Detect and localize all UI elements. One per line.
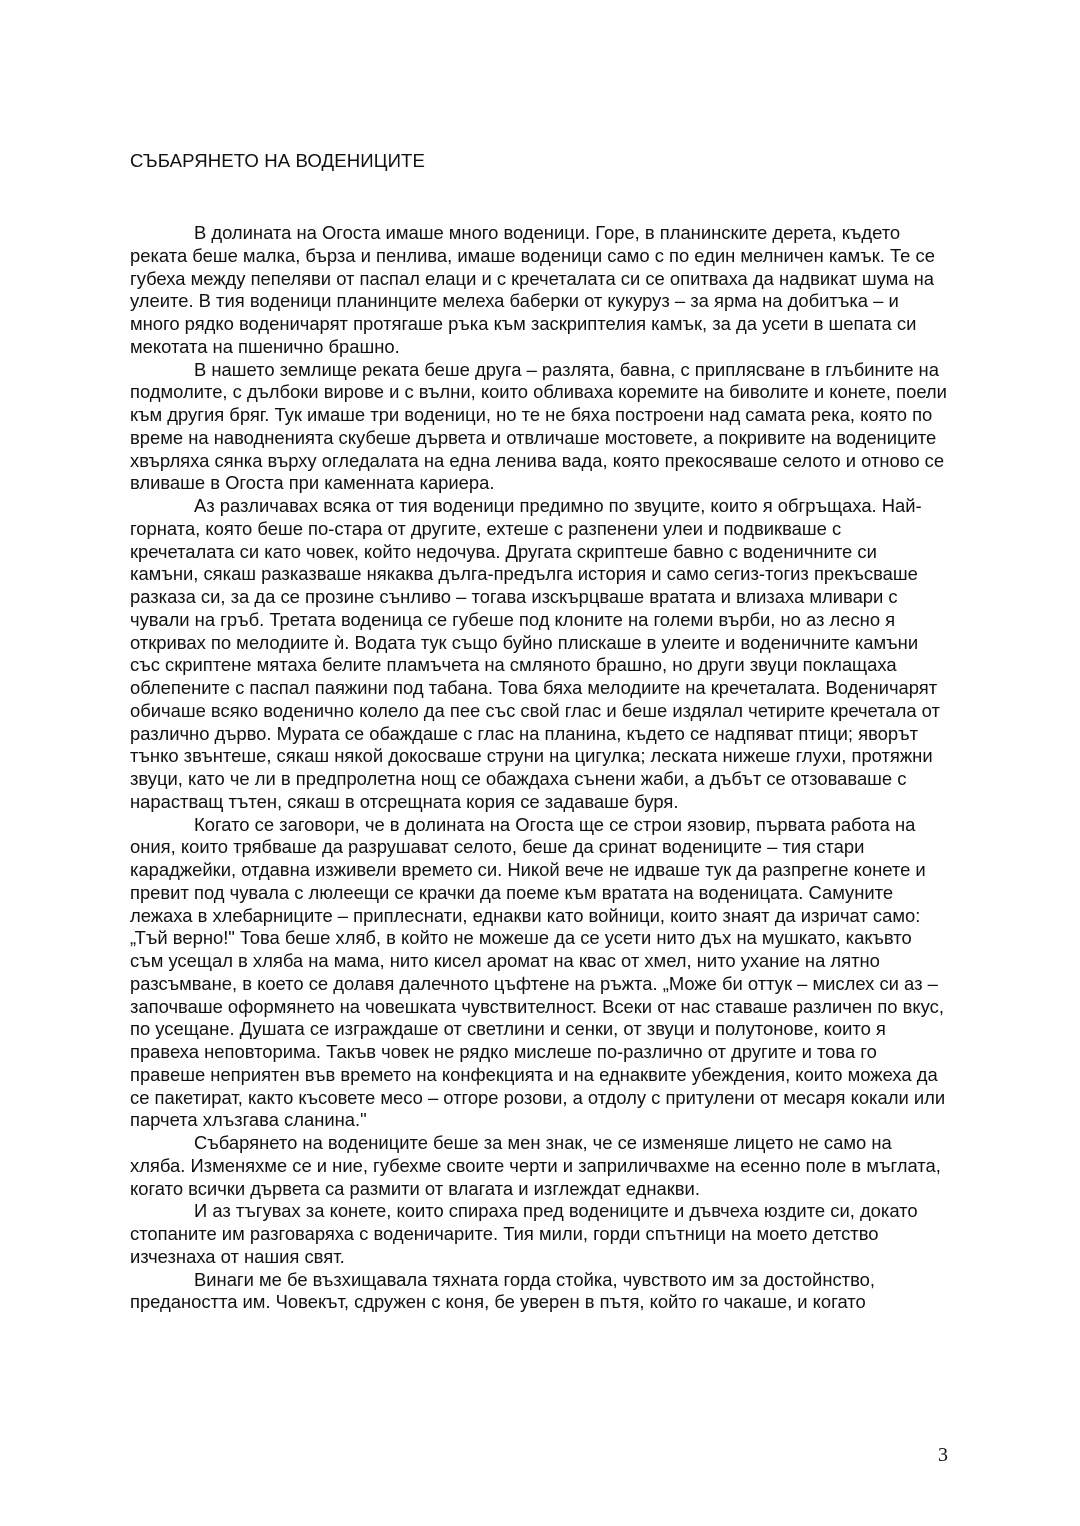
paragraph: И аз тъгувах за конете, които спираха пред водениците и дъвчеха юздите си, докато стопаните им разговаряха с воденичарите. Тия мили, горди спътници на моето детство изчезнаха от нашия свят.: [130, 1200, 918, 1267]
paragraph: В долината на Огоста имаше много воденици. Горе, в планинските дерета, където реката беше малка, бърза и пенлива, имаше воденици само с по един мелничен камък. Те се губеха между пепеляви от паспал елаци и с кречеталата си се опитваха да надвикат шума на улеите. В тия воденици планинците мелеха баберки от кукуруз – за ярма на добитъка – и много рядко воденичарят протягаше ръка към заскриптелия камък, за да усети в шепата си мекотата на пшенично брашно.: [130, 222, 935, 357]
page-number: 3: [938, 1444, 948, 1466]
paragraph: В нашето землище реката беше друга – разлята, бавна, с приплясване в глъбините на подмолите, с дълбоки вирове и с вълни, които обливаха коремите на биволите и конете, поели към другия бряг. Тук имаше три воденици, но те не бяха построени над самата река, която по време на наводненията скубеше дървета и отвличаше мостовете, а покривите на водениците хвърляха сянка върху огледалата на една ленива вада, която прекосяваше селото и отново се вливаше в Огоста при каменната кариера.: [130, 358, 947, 494]
paragraph: Събарянето на водениците беше за мен знак, че се изменяше лицето не само на хляба. Изменяхме се и ние, губехме своите черти и заприличвахме на есенно поле в мъглата, когато всички дървета са размити от влагата и изглеждат еднакви.: [130, 1132, 941, 1199]
chapter-title: СЪБАРЯНЕТО НА ВОДЕНИЦИТЕ: [130, 150, 426, 171]
body-text: [130, 222, 950, 1314]
paragraph: Аз различавах всяка от тия воденици предимно по звуците, които я обгръщаха. Най-горната, която беше по-стара от другите, ехтеше с разпенени улеи и подвикваше с кречеталата си като човек, който недочува. Другата скриптеше бавно с воденичните си камъни, сякаш разказваше някаква дълга-предълга история и само сегиз-тогиз прекъсваше разказа си, за да се прозине сънливо – тогава изскърцваше вратата и влизаха мливари с чували на гръб. Третата воденица се губеше под клоните на големи върби, но аз лесно я откривах по мелодиите ѝ. Водата тук също буйно плискаше в улеите и воденичните камъни със скриптене мятаха белите пламъчета на смляното брашно, но други звуци поклащаха облепените с паспал паяжини под табана. Това бяха мелодиите на кречеталата. Воденичарят обичаше всяко воденично колело да пее със свой глас и беше издялал четирите кречетала от различно дърво. Мурата се обаждаше с глас на планина, където се надпяват птици; яворът тънко звънтеше, сякаш някой докосваше струни на цигулка; леската нижеше глухи, протяжни звуци, като че ли в предпролетна нощ се обаждаха сънени жаби, а дъбът се отзоваваше с нарастващ тътен, сякаш в отсрещната кория се задаваше буря.: [130, 495, 940, 812]
paragraph: Винаги ме бе възхищавала тяхната горда стойка, чувството им за достойнство, предаността им. Човекът, сдружен с коня, бе уверен в пътя, който го чакаше, и когато: [130, 1268, 875, 1313]
paragraph: Когато се заговори, че в долината на Огоста ще се строи язовир, първата работа на ония, които трябваше да разрушават селото, беше да сринат водениците – тия стари караджейки, отдавна изживели времето си. Никой вече не идваше тук да разпрегне конете и превит под чувала с люлеещи се крачки да поеме към вратата на воденицата. Самуните лежаха в хлебарниците – приплеснати, еднакви като войници, които знаят да изричат само: „Тъй верно!" Това беше хляб, в който не можеше да се усети нито дъх на мушкато, какъвто съм усещал в хляба на мама, нито кисел аромат на квас от хмел, нито ухание на лятно разсъмване, в което се долавя далечното цъфтене на ръжта. „Може би оттук – мислех си аз – започваше оформянето на човешката чувствителност. Всеки от нас ставаше различен по вкус, по усещане. Душата се изграждаше от светлини и сенки, от звуци и полутонове, които я правеха неповторима. Такъв човек не рядко мислеше по-различно от другите и това го правеше неприятен във времето на конфекцията и на еднаквите убеждения, които можеха да се пакетират, както късовете месо – отгоре розови, а отдолу с притулени от месаря кокали или парчета хлъзгава сланина.": [130, 813, 946, 1131]
